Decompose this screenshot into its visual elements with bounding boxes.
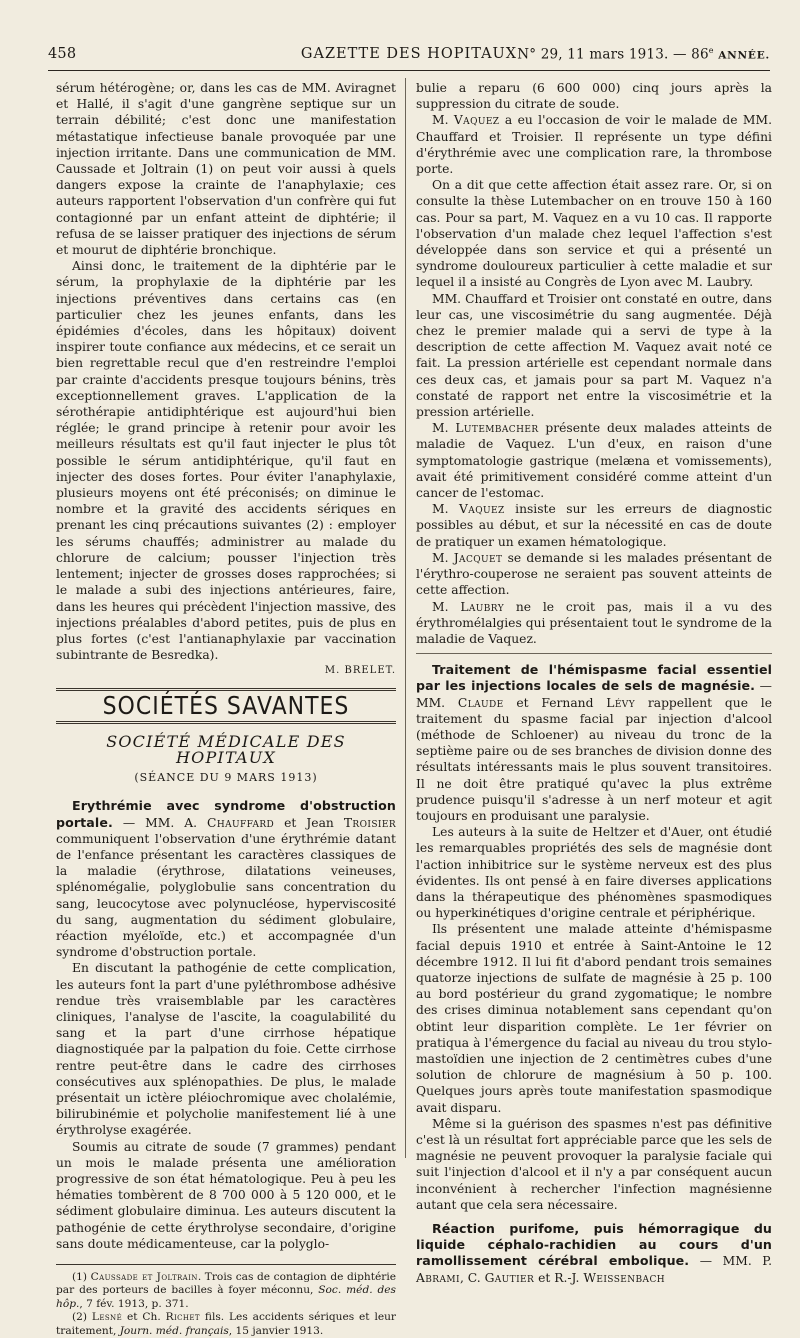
author-name: Claude [457, 695, 504, 710]
header-rule [48, 70, 770, 71]
text-fragment: . Trois cas de contagion de diphtérie par des porteurs de bacilles à foyer méconnu, [56, 1271, 396, 1297]
page-header [48, 46, 770, 68]
right-column [416, 80, 772, 1286]
text-fragment: — MM. [416, 679, 772, 710]
article-separator [416, 653, 772, 654]
author-signature: M. BRELET. [324, 665, 396, 677]
society-title: SOCIÉTÉ MÉDICALE DES HOPITAUX [106, 731, 346, 767]
article-erythremie [56, 798, 396, 960]
paragraph: Ainsi donc, le traitement de la diphtérie par le sérum, la prophylaxie de la diphtérie par les injections préventives dans certains cas (en particulier chez les jeunes enfants, dans les épidémies d'écoles, dans les hôpitaux) doivent inspirer toute confiance aux médecins, et ce serait un bien regrettable recul que d'en restreindre l'emploi par crainte d'accidents presque toujours bénins, très exceptionnellement graves. L'application de la sérothérapie antidiphtérique est aujourd'hui bien réglée; le grand principe à retenir pour avoir les meilleurs résultats est qu'il faut injecter le plus tôt possible le sérum antidiphtérique, qu'il faut en injecter des doses fortes. Pour éviter l'anaphylaxie, plusieurs moyens ont été préconisés; on diminue le nombre et la gravité des accidents sériques en prenant les cinq précautions suivantes (2) : employer les sérums chauffés; administrer au malade du chlorure de calcium; pousser l'injection très lentement; injecter de grosses doses rapprochées; si le malade a subi des injections antérieures, faire, dans les heures qui précèdent l'injection massive, des injections préalables d'abord petites, puis de plus en plus fortes (c'est l'antianaphylaxie par vaccination subintrante de Besredka). [56, 259, 396, 663]
text-fragment: M. [432, 113, 454, 128]
author-name: Vaquez [459, 502, 505, 517]
text-fragment: rappellent que le traitement du spasme facial par injection d'alcool (méthode de Schloener) au niveau du tronc de la septième paire ou de ses branches de division donne des résultats intéressants mais le plus souvent transitoires. Il ne doit être pratiqué qu'avec la plus extrême prudence puisqu'il s'adresse à un nerf moteur et agit toujours en produisant une paralysie. [416, 695, 772, 823]
article-title: Erythrémie avec syndrome d'obstruction portale. [56, 798, 396, 830]
article-reaction [416, 1221, 772, 1286]
paragraph: Les auteurs à la suite de Heltzer et d'Auer, ont étudié les remarquables propriétés des sels de magnésie dont l'action inhibitrice sur le système nerveux est des plus évidentes. Ils ont pensé à en faire diverses applications dans la thérapeutique des phénomènes spasmodiques ou hyperkinétiques d'origine centrale et périphérique. [416, 825, 772, 921]
article-title: Réaction purifome, puis hémorragique du liquide céphalo-rachidien au cours d'un ramollissement cérébral embolique. [416, 1221, 772, 1269]
section-title: SOCIÉTÉS SAVANTES [102, 691, 350, 721]
article-title: Traitement de l'hémispasme facial essentiel par les injections locales de sels de magnésie. [416, 662, 772, 694]
author-name: Lutembacher [455, 421, 539, 436]
journal-name: Soc. méd. des hôp. [56, 1284, 396, 1310]
journal-title: GAZETTE DES HOPITAUX [300, 46, 518, 62]
author-name: Weissenbach [583, 1270, 665, 1285]
paragraph: MM. Chauffard et Troisier ont constaté en outre, dans leur cas, une viscosimétrie du sang augmentée. Déjà chez le premier malade qui a servi de type à la description de cette affection M. Vaquez avait noté ce fait. La pression artérielle est cependant normale dans ces deux cas, et jamais pour sa part M. Vaquez n'a constaté de rapport net entre la viscosimétrie et la pression artérielle. [416, 291, 772, 420]
author-name: Abrami [416, 1270, 460, 1285]
paragraph: On a dit que cette affection était assez rare. Or, si on consulte la thèse Lutembacher on en trouve 150 à 160 cas. Pour sa part, M. Vaquez en a vu 10 cas. Il rapporte l'observation d'un malade chez lequel l'affection s'est développée dans son service et qui a présenté un syndrome douloureux particulier à cette maladie et sur lequel il a insisté au Congrès de Lyon avec M. Laubry. [416, 178, 772, 290]
paragraph-jacquet [416, 550, 772, 599]
session-date: (SÉANCE DU 9 MARS 1913) [134, 771, 318, 785]
author-name: Jacquet [453, 550, 503, 565]
text-fragment: et Fernand [503, 695, 607, 710]
page-number: 458 [48, 46, 77, 62]
left-column [56, 80, 396, 1338]
author-name: Chauffard [207, 815, 275, 830]
text-fragment: (2) [72, 1311, 92, 1324]
text-fragment: insiste sur les erreurs de diagnostic possibles au début, et sur la nécessité en cas de doute de pratiquer un examen hématologique. [416, 502, 772, 549]
footnote-rule [56, 1264, 396, 1265]
text-fragment: et Jean [274, 815, 344, 830]
text-fragment: , 15 janvier 1913. [228, 1324, 324, 1337]
paragraph-lutembacher [416, 420, 772, 501]
text-fragment: — MM. P. [689, 1254, 772, 1269]
text-fragment: (1) [72, 1271, 91, 1284]
paragraph: Soumis au citrate de soude (7 grammes) pendant un mois le malade présenta une amélioration progressive de son état hématologique. Peu à peu les hématies tombèrent de 8 700 000 à 5 120 000, et le sédiment globulaire diminua. Les auteurs discutent la pathogénie de cette érythrolyse secondaire, d'origine sans doute médicamenteuse, car la polyglo- [56, 1139, 396, 1251]
text-fragment: M. [432, 599, 461, 614]
author-name: Vaquez [453, 113, 500, 128]
text-fragment: M. [432, 550, 454, 565]
text-fragment: communiquent l'observation d'une érythrémie datant de l'enfance présentant les caractères classiques de la maladie (érythrose, dilatations veineuses, splénomégalie, polyglobulie sans concentration du sang, leucocytose avec polynucléose, hyperviscosité du sang, augmentation du sédiment globulaire, réaction myéloïde, etc.) et accompagnée d'un syndrome d'obstruction portale. [56, 831, 396, 960]
text-fragment: et R.-J. [534, 1270, 584, 1285]
journal-name: Journ. méd. français [119, 1324, 229, 1337]
paragraph: Ils présentent une malade atteinte d'hémispasme facial depuis 1910 et entrée à Saint-Antoine le 12 décembre 1912. Il lui fit d'abord pendant trois semaines quatorze injections de sulfate de magnésie à 25 p. 100 au bord postérieur du grand zygomatique; le nombre des crises diminua notablement sans cependant qu'on obtint leur disparition complète. Le 1er février on pratiqua à l'émergence du facial au niveau du trou stylo-mastoïdien une injection de 2 centimètres cubes d'une solution de chlorure de magnésium à 50 p. 100. Quelques jours après toute manifestation spasmodique avait disparu. [416, 922, 772, 1115]
paragraph-vaquez [416, 112, 772, 177]
issue-date-sup: e [708, 46, 714, 55]
article-hemispasme [416, 662, 772, 824]
text-fragment: — MM. A. [112, 815, 208, 830]
author-name: Lévy [606, 695, 636, 710]
paragraph: bulie a reparu (6 600 000) cinq jours après la suppression du citrate de soude. [416, 81, 772, 112]
text-fragment: , 7 fév. 1913, p. 371. [79, 1297, 189, 1310]
text-fragment: présente deux malades atteints de maladie de Vaquez. L'un d'eux, en raison d'une symptomatologie gastrique (melæna et vomissements), avait été primitivement considéré comme atteint d'un cancer de l'estomac. [416, 421, 772, 501]
author-name: Caussade et Joltrain [90, 1271, 198, 1284]
section-banner [56, 688, 396, 724]
paragraph: En discutant la pathogénie de cette complication, les auteurs font la part d'une pyléthrombose adhésive rendue très vraisemblable par les caractères cliniques, l'analyse de l'ascite, la coagulabilité du sang et la part d'une cirrhose hépatique diagnostiquée par la palpation du foie. Cette cirrhose rentre peut-être dans le cadre des cirrhoses consécutives aux splénopathies. De plus, le malade présentait un ictère pléiochromique avec cholalémie, bilirubinémie et polycholie manifestement lié à une érythrolyse exagérée. [56, 961, 396, 1138]
text-fragment: ne le croit pas, mais il a vu des érythromélalgies qui présentaient tout le syndrome de la maladie de Vaquez. [416, 599, 772, 646]
paragraph: sérum hétérogène; or, dans les cas de MM. Aviragnet et Hallé, il s'agit d'une gangrène septique sur un terrain débilité; c'est donc une manifestation métastatique infectieuse banale provoquée par une injection irritante. Dans une communication de MM. Caussade et Joltrain (1) on peut voir aussi à quels dangers expose la crainte de l'anaphylaxie; ces auteurs rapportent l'observation d'un confrère qui fut contagionné par un enfant atteint de diphtérie; il refusa de se laisser pratiquer des injections de sérum et mourut de diphtérie bronchique. [56, 81, 396, 258]
footnote-2 [56, 1311, 396, 1338]
text-fragment: se demande si les malades présentant de l'érythro-couperose ne seraient pas souvent atteints de cette affection. [416, 550, 772, 598]
text-fragment: fils. Les accidents sériques et leur traitement, [56, 1311, 396, 1337]
footnote-1 [56, 1271, 396, 1311]
paragraph-laubry [416, 599, 772, 648]
author-name: Troisier [343, 815, 397, 830]
text-fragment: M. [432, 421, 456, 436]
text-fragment: a eu l'occasion de voir le malade de MM. Chauffard et Troisier. Il représente un type défini d'érythrémie avec une complication rare, la thrombose porte. [416, 113, 772, 177]
issue-date-text: N° 29, 11 mars 1913. — 86 [517, 46, 709, 63]
column-divider [405, 78, 406, 1158]
author-name: Gautier [484, 1270, 535, 1285]
text-fragment: , C. [459, 1270, 485, 1285]
author-name: Lesné [91, 1311, 123, 1324]
issue-year-label: ANNÉE. [718, 49, 770, 62]
issue-date [517, 46, 770, 63]
paragraph: Même si la guérison des spasmes n'est pas définitive c'est là un résultat fort appréciable parce que les sels de magnésie ne peuvent provoquer la paralysie faciale qui suit l'injection d'alcool et il n'y a par conséquent aucun inconvénient à rechercher l'infection magnésienne autant que cela sera nécessaire. [416, 1116, 772, 1212]
paragraph-vaquez-2 [416, 501, 772, 550]
text-fragment: M. [432, 502, 460, 517]
author-name: Laubry [460, 599, 505, 614]
author-name: Richet [165, 1311, 200, 1324]
text-fragment: et Ch. [122, 1311, 166, 1324]
